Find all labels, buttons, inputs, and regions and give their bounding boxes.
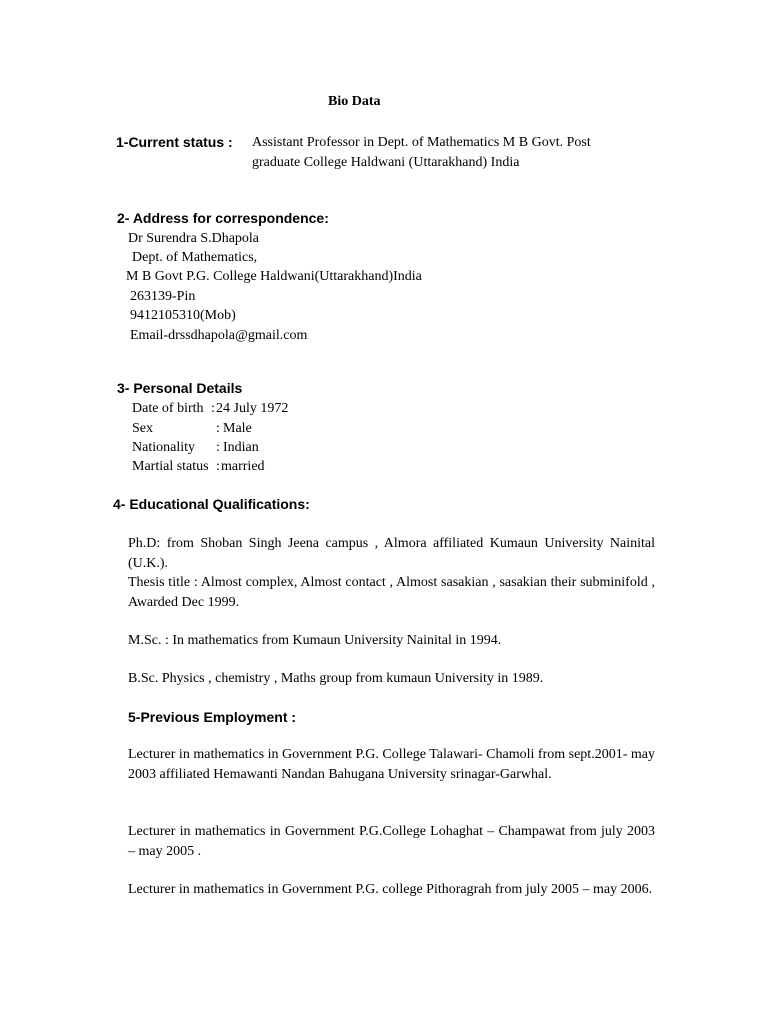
personal-label-marital: Martial status (132, 459, 209, 474)
personal-label-nationality: Nationality (132, 440, 195, 455)
personal-label-dob: Date of birth (132, 401, 204, 416)
personal-value-dob: 24 July 1972 (216, 401, 289, 416)
address-name: Dr Surendra S.Dhapola (128, 231, 260, 246)
address-dept: Dept. of Mathematics, (132, 250, 258, 265)
current-status-line-1: Assistant Professor in Dept. of Mathematics M B Govt. Post (252, 135, 591, 150)
personal-sep-dob: : (211, 401, 215, 416)
address-mobile: 9412105310(Mob) (130, 308, 236, 323)
education-phd: Ph.D: from Shoban Singh Jeena campus , Almora affiliated Kumaun University Nainital (U.K.). (128, 536, 655, 571)
personal-label-sex: Sex (132, 421, 153, 436)
education-heading: 4- Educational Qualifications: (113, 496, 310, 512)
current-status-line-2: graduate College Haldwani (Uttarakhand) India (252, 155, 520, 170)
education-thesis: Thesis title : Almost complex, Almost contact , Almost sasakian , sasakian their subminifold , Awarded Dec 1999. (128, 575, 655, 610)
employment-entry-2: Lecturer in mathematics in Government P.G.College Lohaghat – Champawat from july 2003 – may 2005 . (128, 824, 655, 859)
current-status-heading: 1-Current status : (116, 134, 233, 150)
employment-heading: 5-Previous Employment : (128, 709, 297, 725)
personal-value-nationality: Indian (223, 440, 259, 455)
personal-sep-marital: : (216, 459, 220, 474)
page-title: Bio Data (328, 94, 381, 109)
address-email: Email-drssdhapola@gmail.com (130, 328, 308, 343)
employment-entry-1: Lecturer in mathematics in Government P.G. College Talawari- Chamoli from sept.2001- may 2003 affiliated Hemawanti Nandan Bahugana University srinagar-Garwhal. (128, 747, 655, 782)
personal-sep-nationality: : (216, 440, 220, 455)
education-msc: M.Sc. : In mathematics from Kumaun University Nainital in 1994. (128, 633, 502, 648)
personal-value-marital: married (221, 459, 265, 474)
employment-entry-3: Lecturer in mathematics in Government P.G. college Pithoragrah from july 2005 – may 2006. (128, 882, 653, 897)
address-heading: 2- Address for correspondence: (117, 210, 329, 226)
address-pin: 263139-Pin (130, 289, 196, 304)
education-bsc: B.Sc. Physics , chemistry , Maths group from kumaun University in 1989. (128, 671, 544, 686)
personal-sep-sex: : (216, 421, 220, 436)
address-college: M B Govt P.G. College Haldwani(Uttarakhand)India (126, 269, 422, 284)
personal-heading: 3- Personal Details (117, 380, 243, 396)
personal-value-sex: Male (223, 421, 252, 436)
